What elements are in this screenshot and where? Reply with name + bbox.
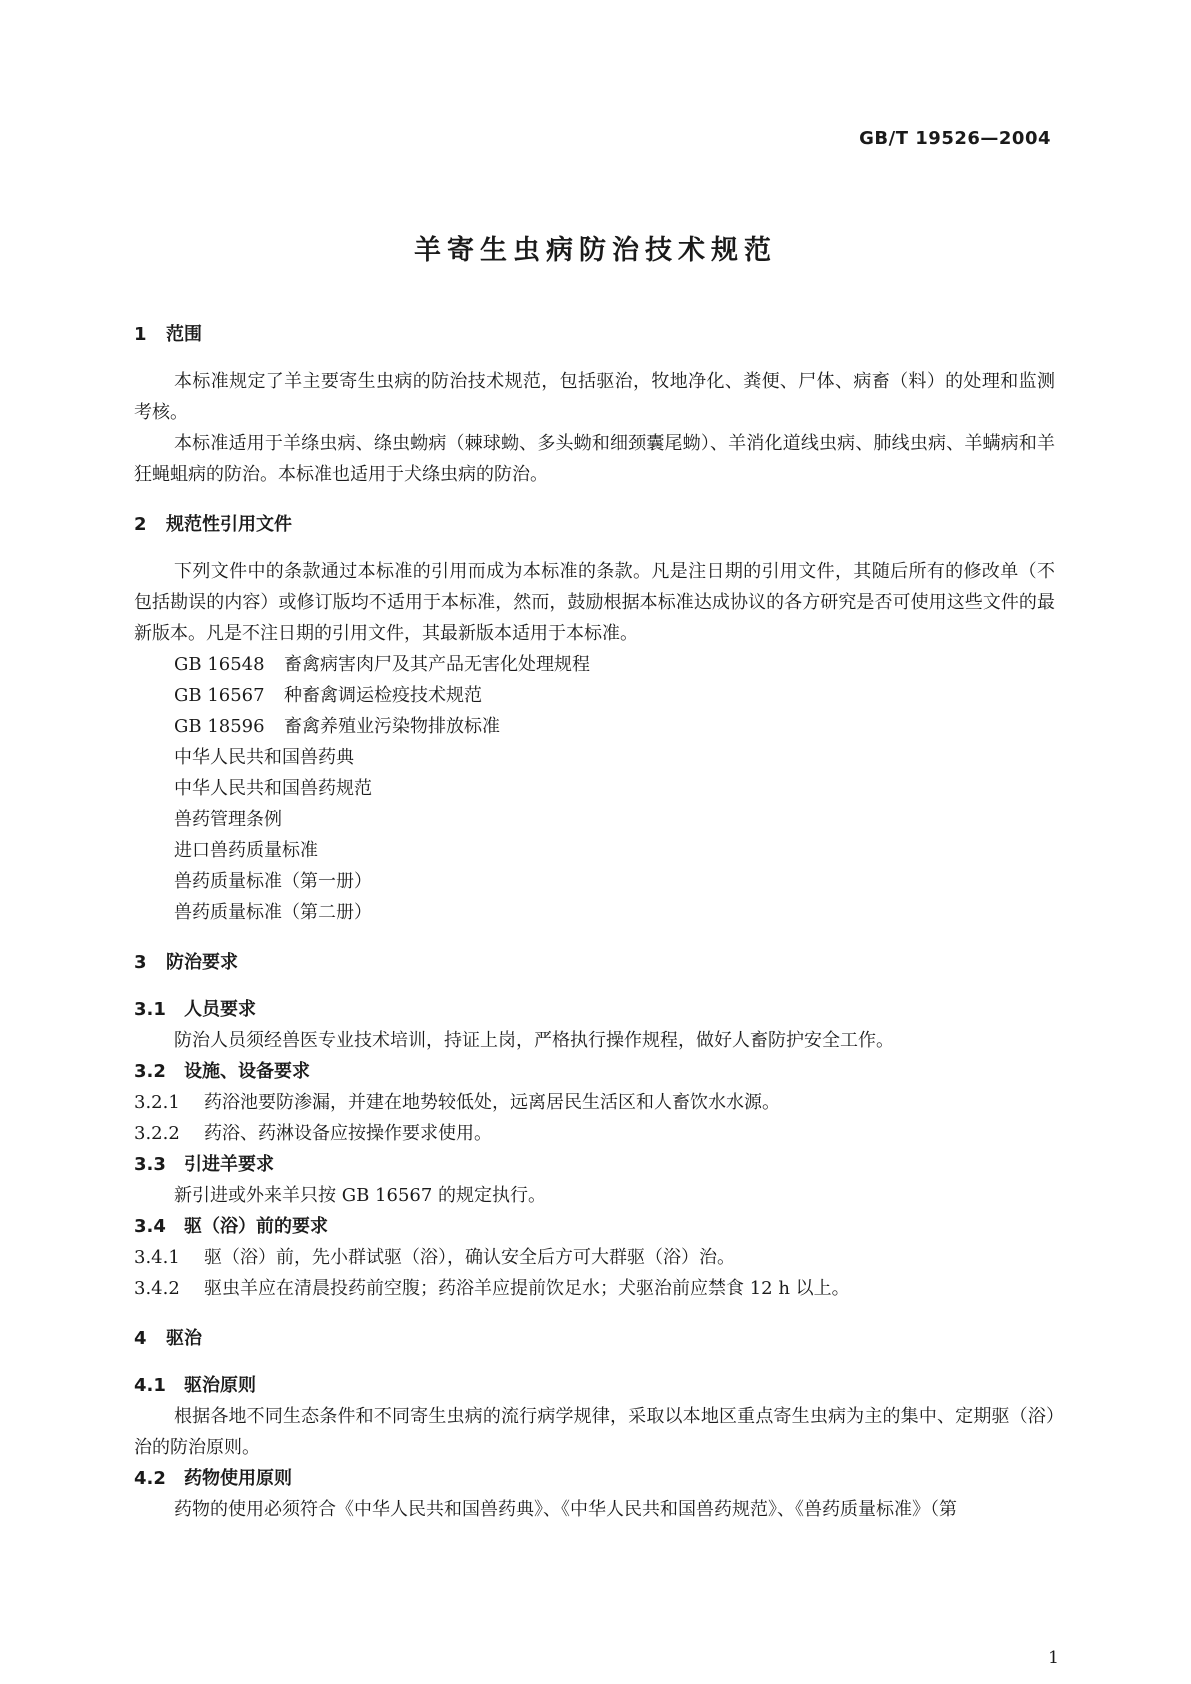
paragraph: 药物的使用必须符合《中华人民共和国兽药典》、《中华人民共和国兽药规范》、《兽药质量标准》（第 [174,1499,957,1520]
section-heading [134,510,1055,536]
section-number: 4 [134,1328,147,1349]
reference-item: 进口兽药质量标准 [174,840,318,861]
reference-item: 兽药质量标准（第一册） [174,871,372,892]
paragraph: 根据各地不同生态条件和不同寄生虫病的流行病学规律，采取以本地区重点寄生虫病为主的集中、定期驱（浴）治的防治原则。 [134,1406,1055,1458]
subsection-heading: 3.2 设施、设备要求 [134,1061,310,1082]
reference-item: GB 16567 种畜禽调运检疫技术规范 [174,685,482,706]
reference-item: GB 18596 畜禽养殖业污染物排放标准 [174,716,500,737]
reference-item: 中华人民共和国兽药规范 [174,778,372,799]
section-title: 驱治 [166,1328,202,1349]
paragraph: 新引进或外来羊只按 GB 16567 的规定执行。 [174,1185,547,1206]
section-heading [134,1324,1055,1350]
document-body [134,320,1055,1525]
reference-item: 兽药管理条例 [174,809,282,830]
clause: 3.2.1 药浴池要防渗漏，并建在地势较低处，远离居民生活区和人畜饮水水源。 [134,1092,780,1113]
section-number: 2 [134,514,147,535]
section-title: 规范性引用文件 [166,514,292,535]
subsection-heading: 4.1 驱治原则 [134,1375,256,1396]
document-title: 羊寄生虫病防治技术规范 [414,235,777,266]
page-number: 1 [1048,1648,1059,1668]
section-number: 3 [134,952,147,973]
section-title: 范围 [166,324,202,345]
subsection-heading: 3.3 引进羊要求 [134,1154,274,1175]
paragraph: 防治人员须经兽医专业技术培训，持证上岗，严格执行操作规程，做好人畜防护安全工作。 [174,1030,894,1051]
reference-item: 中华人民共和国兽药典 [174,747,354,768]
section-heading [134,320,1055,346]
reference-item: 兽药质量标准（第二册） [174,902,372,923]
reference-item: GB 16548 畜禽病害肉尸及其产品无害化处理规程 [174,654,590,675]
subsection-heading: 3.4 驱（浴）前的要求 [134,1216,328,1237]
clause: 3.4.1 驱（浴）前，先小群试驱（浴），确认安全后方可大群驱（浴）治。 [134,1247,735,1268]
subsection-heading: 4.2 药物使用原则 [134,1468,292,1489]
section-title: 防治要求 [166,952,238,973]
paragraph: 本标准适用于羊绦虫病、绦虫蚴病（棘球蚴、多头蚴和细颈囊尾蚴）、羊消化道线虫病、肺线虫病、羊螨病和羊狂蝇蛆病的防治。本标准也适用于犬绦虫病的防治。 [134,433,1055,485]
section-number: 1 [134,324,147,345]
standard-code: GB/T 19526—2004 [859,128,1051,149]
section-heading [134,948,1055,974]
clause: 3.2.2 药浴、药淋设备应按操作要求使用。 [134,1123,492,1144]
clause: 3.4.2 驱虫羊应在清晨投药前空腹；药浴羊应提前饮足水；犬驱治前应禁食 12 h 以上。 [134,1278,850,1299]
subsection-heading: 3.1 人员要求 [134,999,256,1020]
paragraph: 下列文件中的条款通过本标准的引用而成为本标准的条款。凡是注日期的引用文件，其随后所有的修改单（不包括勘误的内容）或修订版均不适用于本标准，然而，鼓励根据本标准达成协议的各方研究是否可使用这些文件的最新版本。凡是不注日期的引用文件，其最新版本适用于本标准。 [134,561,1055,644]
paragraph: 本标准规定了羊主要寄生虫病的防治技术规范，包括驱治，牧地净化、粪便、尸体、病畜（料）的处理和监测考核。 [134,371,1055,423]
